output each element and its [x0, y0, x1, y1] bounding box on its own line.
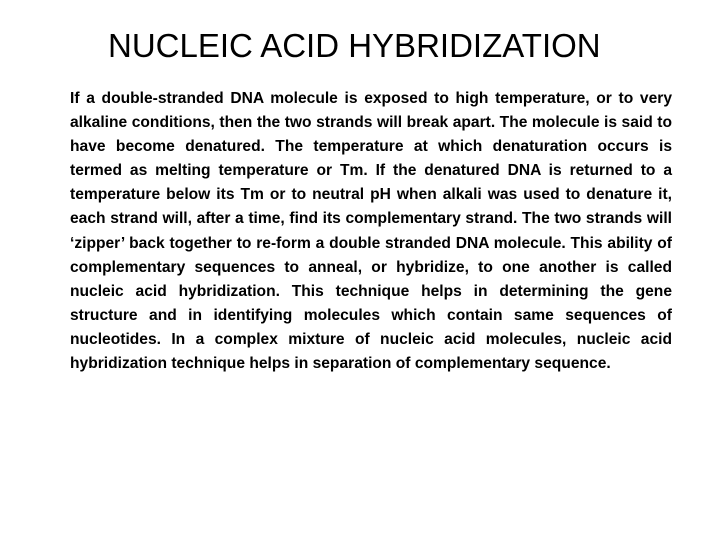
slide-body-text: If a double-stranded DNA molecule is exposed to high temperature, or to very alkaline conditions, then the two strands will break apart. The molecule is said to have become denatured. The temperature at which denaturation occurs is termed as melting temperature or Tm. If the denatured DNA is returned to a temperature below its Tm or to neutral pH when alkali was used to denature it, each strand will, after a time, find its complementary strand. The two strands will ‘zipper’ back together to re-form a double stranded DNA molecule. This ability of complementary sequences to anneal, or hybridize, to one another is called nucleic acid hybridization. This technique helps in determining the gene structure and in identifying molecules which contain same sequences of nucleotides. In a complex mixture of nucleic acid molecules, nucleic acid hybridization technique helps in separation of complementary sequence.	[70, 90, 672, 373]
slide-title: NUCLEIC ACID HYBRIDIZATION	[108, 27, 601, 64]
